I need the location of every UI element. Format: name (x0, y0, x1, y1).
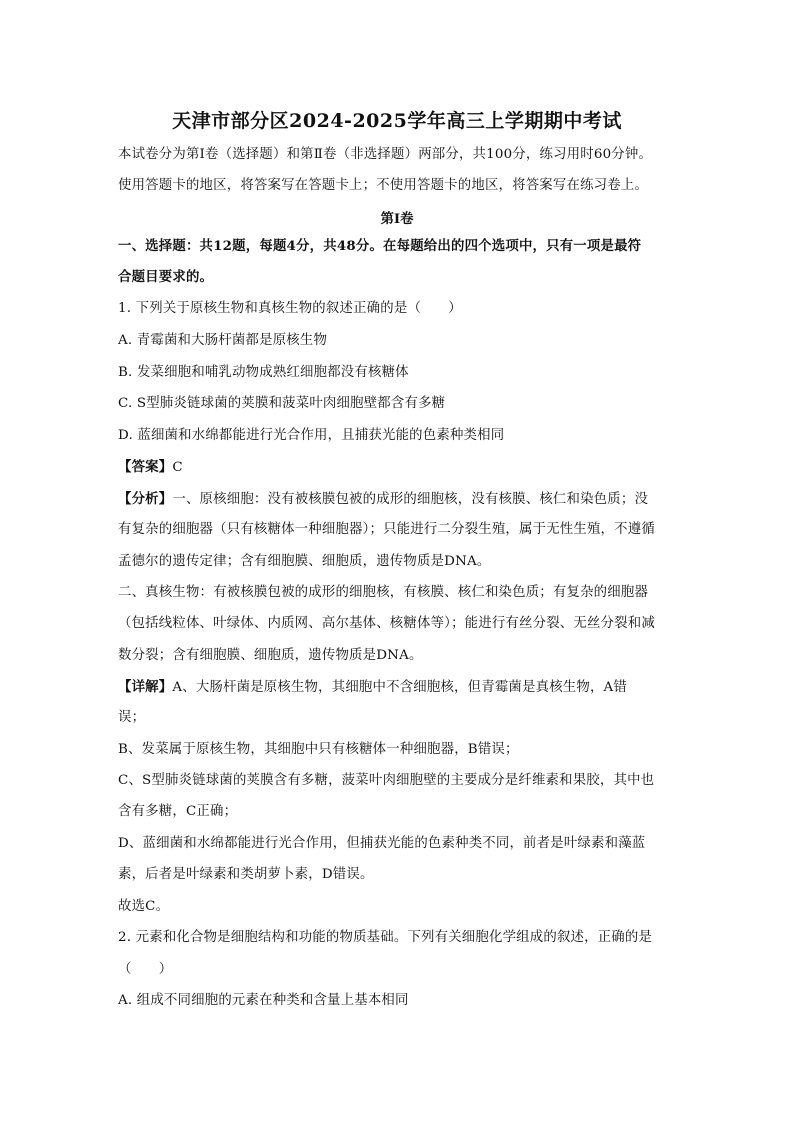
q1-option-a: A. 青霉菌和大肠杆菌都是原核生物 (118, 333, 328, 348)
intro-line-1: 本试卷分为第Ⅰ卷（选择题）和第Ⅱ卷（非选择题）两部分，共100分，练习用时60分钟。 (118, 147, 653, 162)
q1-analysis-line-4: 二、真核生物：有被核膜包被的成形的细胞核，有核膜、核仁和染色质；有复杂的细胞器 (118, 585, 649, 600)
q1-analysis-line-3: 孟德尔的遗传定律；含有细胞膜、细胞质，遗传物质是DNA。 (118, 554, 491, 569)
q1-detail-line-2: 误； (118, 710, 146, 725)
analysis-tag: 【分析】 (118, 491, 173, 507)
answer-tag: 【答案】 (118, 459, 173, 475)
q2-option-a: A. 组成不同细胞的元素在种类和含量上基本相同 (118, 993, 409, 1008)
q2-stem-line-2: （ ） (118, 962, 173, 977)
q1-analysis-line-2: 有复杂的细胞器（只有核糖体一种细胞器）；只能进行二分裂生殖，属于无性生殖，不遵循 (118, 522, 655, 537)
q1-detail-line-6: D、蓝细菌和水绵都能进行光合作用，但捕获光能的色素种类不同，前者是叶绿素和藻蓝 (118, 836, 646, 851)
q1-stem: 1. 下列关于原核生物和真核生物的叙述正确的是（ ） (118, 301, 462, 316)
q1-option-b: B. 发菜细胞和哺乳动物成熟红细胞都没有核糖体 (118, 365, 409, 380)
section-instructions-line-2: 合题目要求的。 (118, 269, 214, 285)
q1-analysis-line-5: （包括线粒体、叶绿体、内质网、高尔基体、核糖体等）；能进行有丝分裂、无丝分裂和减 (118, 616, 655, 631)
q2-stem-line-1: 2. 元素和化合物是细胞结构和功能的物质基础。下列有关细胞化学组成的叙述，正确的是 (118, 930, 653, 945)
detail-text: A、大肠杆菌是原核生物，其细胞中不含细胞核，但青霉菌是真核生物，A错 (172, 680, 628, 695)
q1-answer (118, 458, 678, 477)
section-instructions-line-1: 一、选择题：共12题，每题4分，共48分。在每题给出的四个选项中，只有一项是最符 (118, 238, 642, 254)
q1-analysis-line-1 (118, 490, 678, 509)
q1-option-d: D. 蓝细菌和水绵都能进行光合作用，且捕获光能的色素种类相同 (118, 428, 505, 443)
q1-analysis-line-6: 数分裂；含有细胞膜、细胞质，遗传物质是DNA。 (118, 648, 423, 663)
section-title: 第Ⅰ卷 (380, 211, 414, 227)
q1-detail-line-7: 素，后者是叶绿素和类胡萝卜素，D错误。 (118, 867, 374, 882)
q1-detail-line-3: B、发菜属于原核生物，其细胞中只有核糖体一种细胞器，B错误； (118, 742, 519, 757)
q1-detail-line-1 (118, 678, 678, 697)
q1-option-c: C. S型肺炎链球菌的荚膜和菠菜叶肉细胞壁都含有多糖 (118, 396, 446, 411)
answer-value: C (172, 460, 183, 475)
analysis-text: 一、原核细胞：没有被核膜包被的成形的细胞核，没有核膜、核仁和染色质；没 (172, 492, 649, 507)
detail-tag: 【详解】 (118, 679, 173, 695)
page-title: 天津市部分区2024-2025学年高三上学期期中考试 (172, 110, 622, 132)
q1-detail-line-8: 故选C。 (118, 899, 170, 914)
q1-detail-line-4: C、S型肺炎链球菌的荚膜含有多糖，菠菜叶肉细胞壁的主要成分是纤维素和果胶，其中也 (118, 773, 655, 788)
q1-detail-line-5: 含有多糖，C正确； (118, 804, 238, 819)
intro-line-2: 使用答题卡的地区，将答案写在答题卡上；不使用答题卡的地区，将答案写在练习卷上。 (118, 178, 649, 193)
